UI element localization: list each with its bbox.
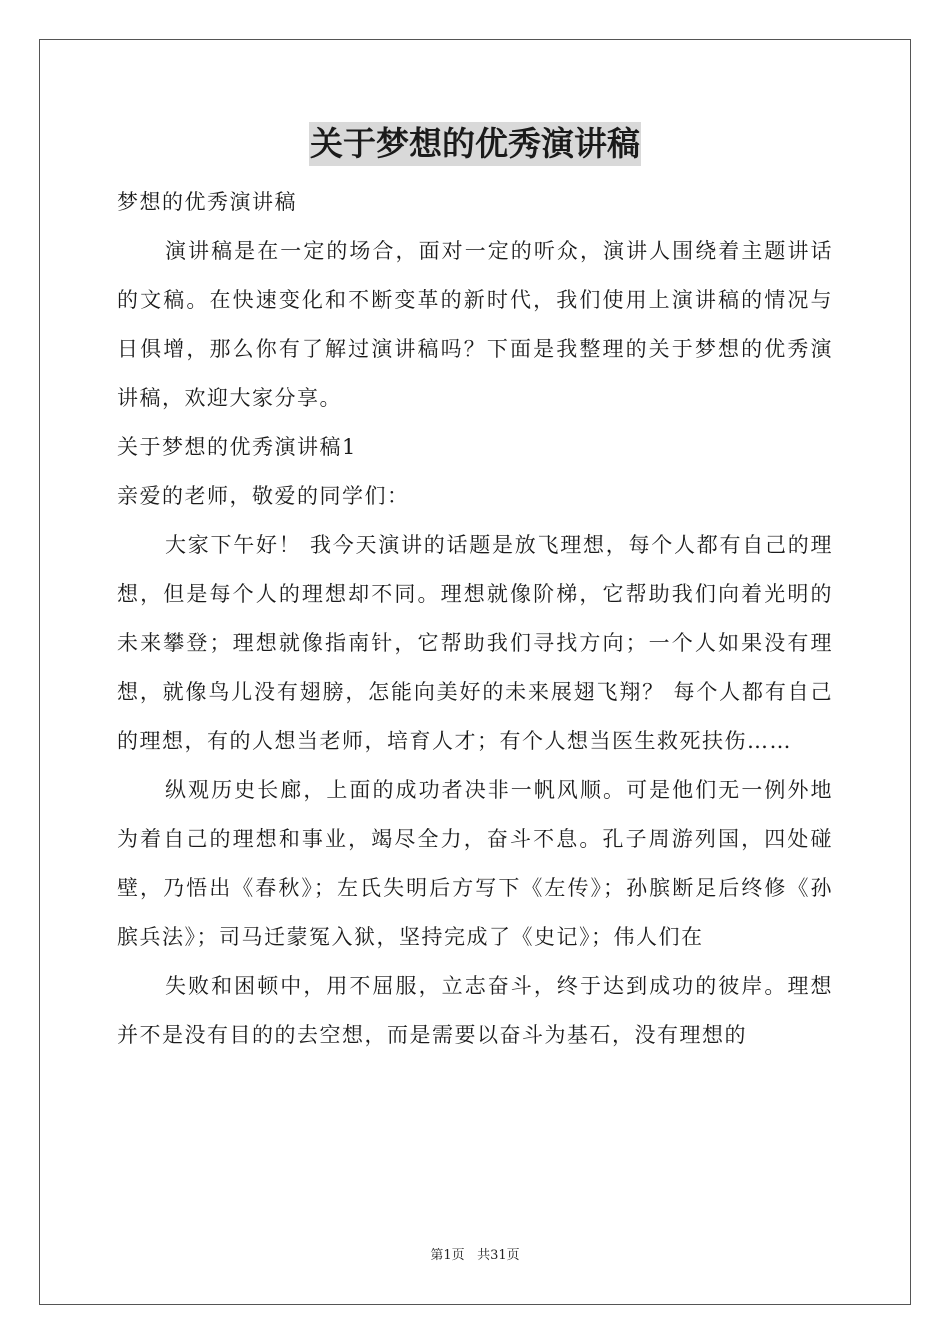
page-total: 共31页 (477, 1248, 520, 1263)
document-body (117, 122, 833, 1060)
body-paragraph-2: 纵观历史长廊，上面的成功者决非一帆风顺。可是他们无一例外地为着自己的理想和事业，竭尽全力，奋斗不息。孔子周游列国，四处碰壁，乃悟出《春秋》；左氏失明后方写下《左传》；孙膑断足后终修《孙膑兵法》；司马迁蒙冤入狱，坚持完成了《史记》；伟人们在 (117, 778, 833, 949)
page-number: 第1页 (430, 1248, 465, 1263)
body-paragraph-1: 大家下午好！ 我今天演讲的话题是放飞理想，每个人都有自己的理想，但是每个人的理想却不同。理想就像阶梯，它帮助我们向着光明的未来攀登；理想就像指南针，它帮助我们寻找方向；一个人如果没有理想，就像鸟儿没有翅膀，怎能向美好的未来展翅飞翔？ 每个人都有自己的理想，有的人想当老师，培育人才；有个人想当医生救死扶伤…… (117, 533, 833, 753)
section-heading: 关于梦想的优秀演讲稿1 (117, 435, 357, 459)
greeting-line: 亲爱的老师，敬爱的同学们： (117, 484, 410, 508)
intro-paragraph: 演讲稿是在一定的场合，面对一定的听众，演讲人围绕着主题讲话的文稿。在快速变化和不断变革的新时代，我们使用上演讲稿的情况与日俱增，那么你有了解过演讲稿吗？下面是我整理的关于梦想的优秀演讲稿，欢迎大家分享。 (117, 239, 833, 410)
page-footer (0, 1244, 950, 1263)
document-title: 关于梦想的优秀演讲稿 (309, 122, 641, 166)
body-paragraph-3: 失败和困顿中，用不屈服，立志奋斗，终于达到成功的彼岸。理想并不是没有目的的去空想，而是需要以奋斗为基石，没有理想的 (117, 974, 833, 1047)
title-wrapper (117, 122, 833, 172)
document-subtitle: 梦想的优秀演讲稿 (117, 190, 297, 214)
